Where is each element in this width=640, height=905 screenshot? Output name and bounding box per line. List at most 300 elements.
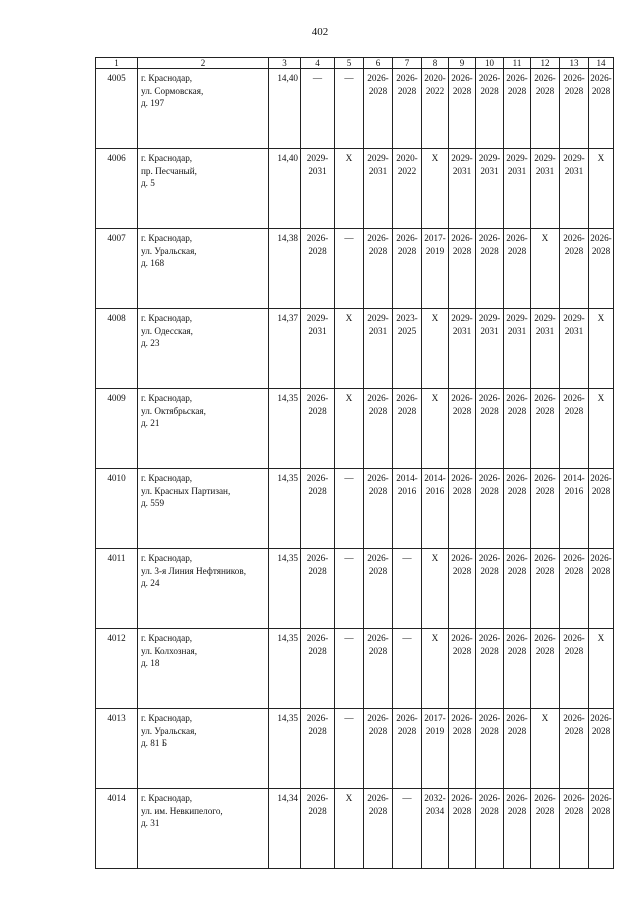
period-text: 2026- bbox=[534, 633, 556, 643]
period-cell bbox=[335, 389, 364, 469]
period-cell bbox=[393, 309, 422, 389]
period-cell bbox=[422, 549, 449, 629]
period-cell bbox=[531, 789, 560, 869]
period-text: 2028 bbox=[452, 565, 472, 576]
period-text: 2031 bbox=[507, 165, 527, 176]
period-cell bbox=[560, 789, 589, 869]
period-text: 2026- bbox=[478, 793, 501, 803]
period-text: 2026- bbox=[590, 793, 612, 803]
period-text: 2026- bbox=[306, 393, 329, 403]
period-text: 2014- bbox=[563, 473, 585, 483]
address-line: ул. им. Невкипелого, bbox=[141, 805, 223, 816]
period-cell bbox=[422, 469, 449, 549]
period-cell bbox=[589, 229, 614, 309]
period-text: 2028 bbox=[507, 85, 527, 96]
period-cell bbox=[393, 629, 422, 709]
period-text: 2028 bbox=[564, 85, 584, 96]
period-text: 2026- bbox=[396, 713, 418, 723]
period-cell bbox=[560, 389, 589, 469]
period-cell bbox=[560, 469, 589, 549]
period-text: 2026- bbox=[367, 633, 389, 643]
table-row bbox=[96, 629, 614, 709]
period-text: 2029- bbox=[367, 153, 389, 163]
period-cell bbox=[449, 629, 476, 709]
period-cell bbox=[504, 789, 531, 869]
address-line: г. Краснодар, bbox=[141, 633, 193, 643]
period-text: 2031 bbox=[368, 165, 388, 176]
period-cell bbox=[393, 549, 422, 629]
column-header: 8 bbox=[422, 58, 449, 69]
address-line: г. Краснодар, bbox=[141, 473, 193, 483]
period-text: 2026- bbox=[451, 793, 473, 803]
column-header: 6 bbox=[364, 58, 393, 69]
period-cell bbox=[301, 709, 335, 789]
period-text: 2026- bbox=[478, 473, 501, 483]
period-cell bbox=[335, 549, 364, 629]
period-cell bbox=[504, 629, 531, 709]
period-text: 2029- bbox=[451, 153, 473, 163]
column-header: 10 bbox=[476, 58, 504, 69]
period-text: 2028 bbox=[308, 405, 327, 416]
period-text: — bbox=[402, 553, 412, 563]
period-text: Х bbox=[431, 633, 439, 643]
table-row bbox=[96, 149, 614, 229]
period-cell bbox=[364, 629, 393, 709]
period-text: 2028 bbox=[308, 485, 327, 496]
period-text: 2026- bbox=[478, 713, 501, 723]
period-cell bbox=[449, 549, 476, 629]
period-text: Х bbox=[541, 233, 549, 243]
period-text: 2026- bbox=[478, 233, 501, 243]
period-text: 2028 bbox=[308, 805, 327, 816]
period-cell bbox=[589, 709, 614, 789]
period-cell bbox=[393, 229, 422, 309]
period-cell bbox=[589, 149, 614, 229]
period-text: 2028 bbox=[591, 85, 611, 96]
period-cell bbox=[335, 709, 364, 789]
table-row bbox=[96, 309, 614, 389]
period-cell bbox=[422, 149, 449, 229]
period-cell bbox=[301, 789, 335, 869]
table-row bbox=[96, 389, 614, 469]
period-text: 2028 bbox=[507, 485, 527, 496]
period-text: 2028 bbox=[564, 245, 584, 256]
period-text: 2028 bbox=[564, 805, 584, 816]
table-row bbox=[96, 469, 614, 549]
period-text: 2028 bbox=[480, 645, 499, 656]
period-text: 2014- bbox=[396, 473, 418, 483]
period-text: 2026- bbox=[306, 473, 329, 483]
period-text: 2028 bbox=[480, 245, 499, 256]
period-text: 2028 bbox=[397, 85, 417, 96]
period-text: 2032- bbox=[424, 793, 446, 803]
period-text: 2028 bbox=[564, 645, 584, 656]
period-text: 2028 bbox=[591, 805, 611, 816]
period-text: 2026- bbox=[451, 553, 473, 563]
period-text: 2028 bbox=[480, 805, 499, 816]
period-text: 2026- bbox=[563, 553, 585, 563]
period-text: 2031 bbox=[452, 325, 472, 336]
address-line: г. Краснодар, bbox=[141, 553, 193, 563]
period-cell bbox=[476, 149, 504, 229]
period-cell bbox=[449, 229, 476, 309]
period-text: 2026- bbox=[563, 73, 585, 83]
address-cell bbox=[138, 69, 269, 149]
period-cell bbox=[531, 549, 560, 629]
period-text: Х bbox=[431, 313, 439, 323]
period-text: 2031 bbox=[507, 325, 527, 336]
period-text: 2029- bbox=[563, 153, 585, 163]
period-cell bbox=[301, 389, 335, 469]
period-text: 2031 bbox=[368, 325, 388, 336]
period-cell bbox=[531, 389, 560, 469]
value-cell: 14,38 bbox=[269, 229, 301, 309]
period-text: 2026- bbox=[590, 73, 612, 83]
row-number-cell: 4014 bbox=[96, 789, 138, 869]
period-text: 2029- bbox=[534, 153, 556, 163]
period-cell bbox=[589, 629, 614, 709]
register-table bbox=[95, 57, 614, 869]
period-text: 2026- bbox=[563, 713, 585, 723]
period-cell bbox=[422, 629, 449, 709]
value-cell: 14,40 bbox=[269, 149, 301, 229]
period-cell bbox=[393, 789, 422, 869]
period-text: 2029- bbox=[478, 313, 501, 323]
period-cell bbox=[531, 69, 560, 149]
period-text: 2028 bbox=[535, 565, 555, 576]
period-cell bbox=[449, 149, 476, 229]
address-line: д. 21 bbox=[141, 418, 160, 429]
period-text: 2026- bbox=[306, 633, 329, 643]
address-cell bbox=[138, 309, 269, 389]
address-line: г. Краснодар, bbox=[141, 153, 193, 163]
period-text: 2019 bbox=[425, 245, 445, 256]
address-line: ул. Одесская, bbox=[141, 325, 193, 336]
period-text: 2026- bbox=[367, 473, 389, 483]
period-text: 2016 bbox=[425, 485, 445, 496]
period-cell bbox=[560, 229, 589, 309]
period-text: 2028 bbox=[308, 245, 327, 256]
period-text: 2026- bbox=[506, 633, 528, 643]
period-text: 2017- bbox=[424, 233, 446, 243]
row-number-cell: 4005 bbox=[96, 69, 138, 149]
period-cell bbox=[301, 629, 335, 709]
period-text: — bbox=[344, 553, 354, 563]
address-line: д. 31 bbox=[141, 818, 160, 829]
page-number: 402 bbox=[311, 26, 329, 38]
period-cell bbox=[393, 149, 422, 229]
period-text: 2026- bbox=[590, 233, 612, 243]
period-text: 2026- bbox=[478, 553, 501, 563]
period-text: — bbox=[402, 633, 412, 643]
period-cell bbox=[504, 229, 531, 309]
period-cell bbox=[393, 709, 422, 789]
period-cell bbox=[589, 309, 614, 389]
address-line: г. Краснодар, bbox=[141, 713, 193, 723]
period-text: 2026- bbox=[367, 233, 389, 243]
period-text: 2028 bbox=[591, 485, 611, 496]
value-cell: 14,35 bbox=[269, 469, 301, 549]
period-text: 2028 bbox=[564, 405, 584, 416]
period-cell bbox=[560, 309, 589, 389]
period-text: 2028 bbox=[507, 245, 527, 256]
column-header: 9 bbox=[449, 58, 476, 69]
period-text: 2026- bbox=[534, 793, 556, 803]
period-cell bbox=[504, 709, 531, 789]
period-text: 2028 bbox=[308, 725, 327, 736]
period-text: — bbox=[344, 633, 354, 643]
period-text: 2019 bbox=[425, 725, 445, 736]
period-cell bbox=[560, 549, 589, 629]
row-number-cell: 4012 bbox=[96, 629, 138, 709]
period-cell bbox=[364, 389, 393, 469]
period-text: 2020- bbox=[424, 73, 446, 83]
period-text: 2028 bbox=[480, 565, 499, 576]
period-text: 2026- bbox=[534, 73, 556, 83]
address-cell bbox=[138, 389, 269, 469]
period-text: 2026- bbox=[506, 393, 528, 403]
period-text: 2031 bbox=[564, 325, 584, 336]
period-text: 2026- bbox=[367, 553, 389, 563]
period-text: 2028 bbox=[368, 405, 388, 416]
address-cell bbox=[138, 789, 269, 869]
address-line: ул. Уральская, bbox=[141, 725, 197, 736]
period-text: 2028 bbox=[368, 725, 388, 736]
period-text: 2028 bbox=[564, 565, 584, 576]
period-cell bbox=[531, 709, 560, 789]
address-cell bbox=[138, 229, 269, 309]
period-cell bbox=[449, 789, 476, 869]
period-text: 2028 bbox=[308, 645, 327, 656]
period-text: Х bbox=[345, 313, 353, 323]
period-text: 2028 bbox=[535, 85, 555, 96]
period-text: 2026- bbox=[451, 73, 473, 83]
period-text: 2026- bbox=[590, 713, 612, 723]
period-text: 2026- bbox=[396, 393, 418, 403]
value-cell: 14,34 bbox=[269, 789, 301, 869]
period-cell bbox=[449, 69, 476, 149]
period-text: 2026- bbox=[534, 553, 556, 563]
period-text: 2028 bbox=[507, 725, 527, 736]
table-row bbox=[96, 709, 614, 789]
period-cell bbox=[422, 229, 449, 309]
period-text: 2028 bbox=[452, 725, 472, 736]
address-line: д. 559 bbox=[141, 498, 165, 509]
period-cell bbox=[301, 309, 335, 389]
table-row bbox=[96, 69, 614, 149]
period-text: 2026- bbox=[451, 393, 473, 403]
period-text: — bbox=[312, 73, 323, 83]
period-text: Х bbox=[597, 313, 605, 323]
period-cell bbox=[364, 469, 393, 549]
period-cell bbox=[335, 149, 364, 229]
table-body bbox=[96, 69, 614, 869]
period-text: 2026- bbox=[367, 393, 389, 403]
period-cell bbox=[364, 149, 393, 229]
period-text: 2026- bbox=[367, 73, 389, 83]
period-text: 2026- bbox=[590, 473, 612, 483]
period-text: 2022 bbox=[425, 85, 445, 96]
value-cell: 14,35 bbox=[269, 709, 301, 789]
period-cell bbox=[531, 309, 560, 389]
period-cell bbox=[449, 709, 476, 789]
period-cell bbox=[364, 789, 393, 869]
value-cell: 14,35 bbox=[269, 629, 301, 709]
period-text: 2025 bbox=[397, 325, 417, 336]
period-cell bbox=[393, 69, 422, 149]
period-text: 2028 bbox=[535, 485, 555, 496]
period-text: 2026- bbox=[451, 713, 473, 723]
address-line: ул. Уральская, bbox=[141, 245, 197, 256]
period-cell bbox=[335, 229, 364, 309]
period-text: 2016 bbox=[564, 485, 584, 496]
period-text: 2028 bbox=[591, 725, 611, 736]
period-text: 2028 bbox=[452, 405, 472, 416]
period-cell bbox=[531, 629, 560, 709]
period-cell bbox=[422, 709, 449, 789]
period-cell bbox=[589, 469, 614, 549]
period-text: Х bbox=[345, 153, 353, 163]
period-text: 2028 bbox=[535, 805, 555, 816]
period-text: — bbox=[344, 473, 354, 483]
period-text: 2026- bbox=[506, 713, 528, 723]
period-text: 2016 bbox=[397, 485, 417, 496]
period-text: 2029- bbox=[534, 313, 556, 323]
address-line: д. 18 bbox=[141, 658, 160, 669]
period-text: 2028 bbox=[368, 245, 388, 256]
period-text: — bbox=[402, 793, 412, 803]
table-row bbox=[96, 549, 614, 629]
period-text: Х bbox=[345, 793, 353, 803]
period-cell bbox=[560, 69, 589, 149]
address-cell bbox=[138, 629, 269, 709]
period-text: 2026- bbox=[534, 473, 556, 483]
address-line: ул. Красных Партизан, bbox=[141, 485, 231, 496]
period-cell bbox=[364, 709, 393, 789]
period-text: 2028 bbox=[480, 725, 499, 736]
period-text: 2028 bbox=[368, 805, 388, 816]
address-line: д. 197 bbox=[141, 98, 165, 109]
period-text: 2028 bbox=[452, 245, 472, 256]
period-cell bbox=[301, 469, 335, 549]
period-cell bbox=[422, 69, 449, 149]
address-cell bbox=[138, 549, 269, 629]
period-cell bbox=[301, 229, 335, 309]
period-cell bbox=[476, 709, 504, 789]
period-text: 2026- bbox=[367, 713, 389, 723]
period-text: 2026- bbox=[563, 233, 585, 243]
column-header: 4 bbox=[301, 58, 335, 69]
value-cell: 14,35 bbox=[269, 389, 301, 469]
period-text: 2026- bbox=[563, 793, 585, 803]
column-header: 13 bbox=[560, 58, 589, 69]
period-text: 2023- bbox=[396, 313, 418, 323]
period-text: 2026- bbox=[563, 393, 585, 403]
period-text: 2026- bbox=[451, 473, 473, 483]
period-text: 2028 bbox=[564, 725, 584, 736]
address-line: г. Краснодар, bbox=[141, 313, 193, 323]
address-line: ул. 3-я Линия Нефтяников, bbox=[141, 565, 247, 576]
period-cell bbox=[364, 549, 393, 629]
period-text: 2026- bbox=[367, 793, 389, 803]
table-row bbox=[96, 789, 614, 869]
address-line: ул. Октябрьская, bbox=[141, 405, 206, 416]
row-number-cell: 4006 bbox=[96, 149, 138, 229]
period-text: 2028 bbox=[535, 405, 555, 416]
period-cell bbox=[301, 549, 335, 629]
period-cell bbox=[531, 149, 560, 229]
period-text: 2031 bbox=[564, 165, 584, 176]
row-number-cell: 4011 bbox=[96, 549, 138, 629]
address-line: ул. Колхозная, bbox=[141, 645, 198, 656]
period-text: 2026- bbox=[451, 633, 473, 643]
period-text: 2026- bbox=[506, 793, 528, 803]
period-text: 2028 bbox=[507, 645, 527, 656]
period-text: 2031 bbox=[452, 165, 472, 176]
period-text: 2026- bbox=[306, 553, 329, 563]
period-text: 2026- bbox=[478, 73, 501, 83]
period-cell bbox=[301, 69, 335, 149]
period-cell bbox=[531, 469, 560, 549]
period-text: Х bbox=[541, 713, 549, 723]
period-text: 2029- bbox=[451, 313, 473, 323]
period-text: Х bbox=[431, 153, 439, 163]
period-cell bbox=[504, 549, 531, 629]
period-text: Х bbox=[431, 553, 439, 563]
period-text: — bbox=[344, 233, 354, 243]
period-text: Х bbox=[597, 633, 605, 643]
period-cell bbox=[364, 229, 393, 309]
period-cell bbox=[449, 389, 476, 469]
period-cell bbox=[504, 309, 531, 389]
period-text: 2029- bbox=[506, 313, 528, 323]
column-header: 14 bbox=[589, 58, 614, 69]
period-cell bbox=[589, 789, 614, 869]
period-cell bbox=[393, 469, 422, 549]
period-text: 2026- bbox=[396, 73, 418, 83]
period-text: 2026- bbox=[590, 553, 612, 563]
column-header: 11 bbox=[504, 58, 531, 69]
address-cell bbox=[138, 149, 269, 229]
period-cell bbox=[589, 549, 614, 629]
period-text: 2028 bbox=[368, 485, 388, 496]
period-text: 2031 bbox=[308, 165, 327, 176]
period-cell bbox=[449, 469, 476, 549]
period-cell bbox=[335, 469, 364, 549]
period-cell bbox=[335, 789, 364, 869]
period-text: — bbox=[344, 73, 354, 83]
period-cell bbox=[476, 549, 504, 629]
period-text: 2022 bbox=[397, 165, 417, 176]
period-text: 2031 bbox=[535, 325, 555, 336]
address-cell bbox=[138, 709, 269, 789]
period-cell bbox=[422, 789, 449, 869]
period-text: 2026- bbox=[506, 553, 528, 563]
period-text: 2029- bbox=[506, 153, 528, 163]
period-text: 2031 bbox=[535, 165, 555, 176]
address-line: г. Краснодар, bbox=[141, 73, 193, 83]
period-text: 2020- bbox=[396, 153, 418, 163]
period-text: 2029- bbox=[478, 153, 501, 163]
period-text: 2028 bbox=[368, 85, 388, 96]
period-cell bbox=[476, 309, 504, 389]
period-cell bbox=[476, 469, 504, 549]
column-header: 7 bbox=[393, 58, 422, 69]
period-text: 2026- bbox=[563, 633, 585, 643]
period-text: — bbox=[344, 713, 354, 723]
row-number-cell: 4013 bbox=[96, 709, 138, 789]
row-number-cell: 4007 bbox=[96, 229, 138, 309]
